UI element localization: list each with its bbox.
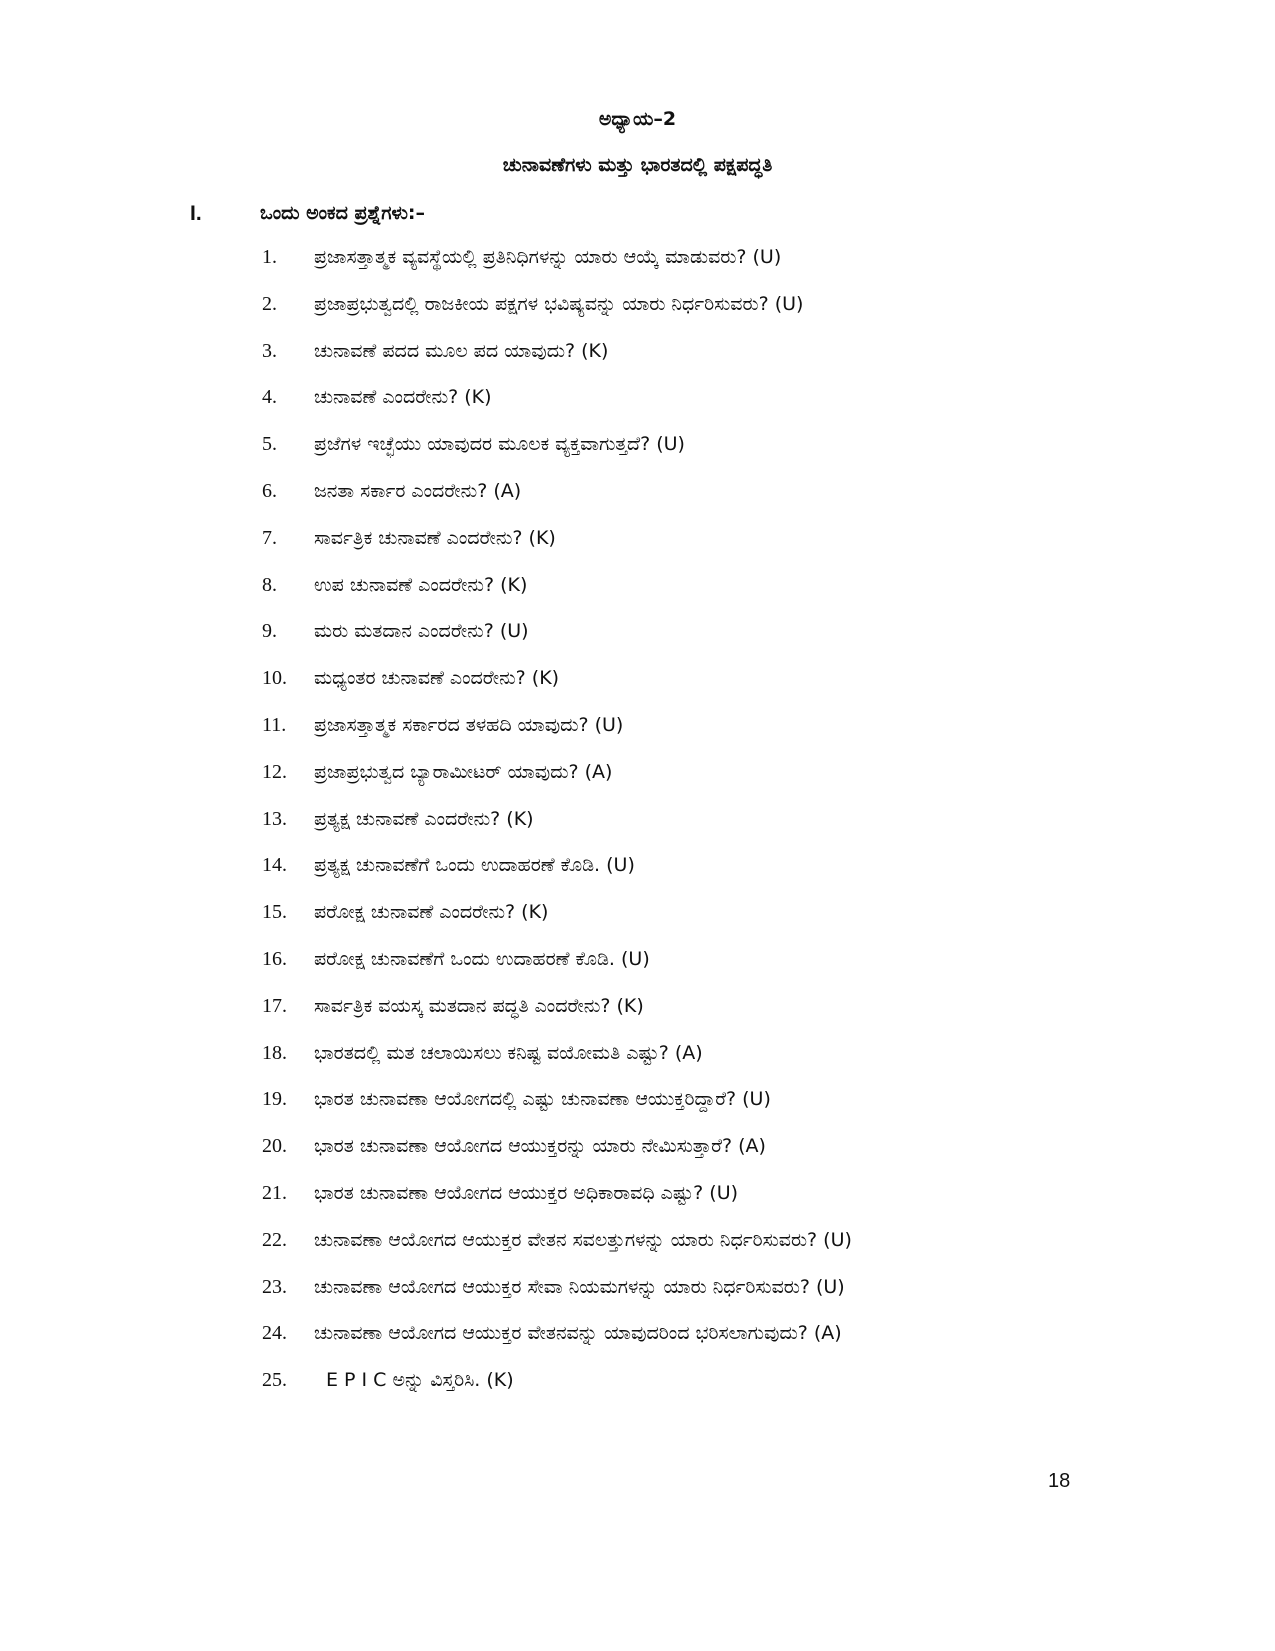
- question-number: 16.: [262, 948, 287, 970]
- question-text: ಪ್ರಜೆಗಳ ಇಚ್ಛೆಯು ಯಾವುದರ ಮೂಲಕ ವ್ಯಕ್ತವಾಗುತ್ತದೆ? (U): [314, 433, 685, 456]
- question-number: 7.: [262, 526, 277, 549]
- question-text: ಮಧ್ಯಂತರ ಚುನಾವಣೆ ಎಂದರೇನು? (K): [314, 667, 560, 690]
- question-text: ಚುನಾವಣೆ ಪದದ ಮೂಲ ಪದ ಯಾವುದು? (K): [314, 339, 609, 362]
- question-text: ಪ್ರತ್ಯಕ್ಷ ಚುನಾವಣೆಗೆ ಒಂದು ಉದಾಹರಣೆ ಕೊಡಿ. (U): [314, 854, 635, 877]
- question-text: ಚುನಾವಣಾ ಆಯೋಗದ ಆಯುಕ್ತರ ವೇತನ ಸವಲತ್ತುಗಳನ್ನು ಯಾರು ನಿರ್ಧರಿಸುವರು? (U): [314, 1228, 852, 1251]
- question-number: 17.: [262, 994, 287, 1017]
- question-text: ಪ್ರಜಾಪ್ರಭುತ್ವದಲ್ಲಿ ರಾಜಕೀಯ ಪಕ್ಷಗಳ ಭವಿಷ್ಯವನ್ನು ಯಾರು ನಿರ್ಧರಿಸುವರು? (U): [314, 292, 804, 315]
- question-number: 8.: [262, 573, 277, 596]
- question-number: 13.: [262, 807, 287, 830]
- question-number: 25.: [262, 1369, 287, 1392]
- page-number: 18: [1048, 1470, 1071, 1492]
- question-number: 3.: [262, 339, 277, 362]
- question-text: ಚುನಾವಣಾ ಆಯೋಗದ ಆಯುಕ್ತರ ಸೇವಾ ನಿಯಮಗಳನ್ನು ಯಾರು ನಿರ್ಧರಿಸುವರು? (U): [314, 1275, 845, 1298]
- question-text: ಭಾರತ ಚುನಾವಣಾ ಆಯೋಗದ ಆಯುಕ್ತರ ಅಧಿಕಾರಾವಧಿ ಎಷ್ಟು? (U): [314, 1182, 739, 1204]
- question-number: 1.: [262, 246, 277, 268]
- question-text: ಮರು ಮತದಾನ ಎಂದರೇನು? (U): [314, 620, 529, 643]
- question-number: 5.: [262, 433, 277, 456]
- question-text: ಉಪ ಚುನಾವಣೆ ಎಂದರೇನು? (K): [314, 573, 528, 596]
- question-text: ಪ್ರಜಾಸತ್ತಾತ್ಮಕ ಸರ್ಕಾರದ ತಳಹದಿ ಯಾವುದು? (U): [314, 714, 624, 736]
- question-number: 18.: [262, 1041, 287, 1064]
- question-number: 11.: [262, 714, 287, 736]
- question-number: 6.: [262, 480, 277, 502]
- question-text: ಭಾರತದಲ್ಲಿ ಮತ ಚಲಾಯಿಸಲು ಕನಿಷ್ಟ ವಯೋಮತಿ ಎಷ್ಟು? (A): [314, 1041, 703, 1064]
- question-number: 12.: [262, 760, 287, 783]
- question-number: 9.: [262, 620, 277, 643]
- question-text: ಪರೋಕ್ಷ ಚುನಾವಣೆ ಎಂದರೇನು? (K): [314, 901, 549, 924]
- question-number: 23.: [262, 1275, 287, 1298]
- section-title: ಒಂದು ಅಂಕದ ಪ್ರಶ್ನೆಗಳು:–: [260, 202, 425, 224]
- question-text: ಸಾರ್ವತ್ರಿಕ ವಯಸ್ಕ ಮತದಾನ ಪದ್ಧತಿ ಎಂದರೇನು? (K): [314, 994, 644, 1017]
- question-text: ಚುನಾವಣಾ ಆಯೋಗದ ಆಯುಕ್ತರ ವೇತನವನ್ನು ಯಾವುದರಿಂದ ಭರಿಸಲಾಗುವುದು? (A): [314, 1322, 842, 1345]
- question-number: 10.: [262, 667, 287, 690]
- question-text: ಪ್ರಜಾಪ್ರಭುತ್ವದ ಬ್ಯಾರಾಮೀಟರ್ ಯಾವುದು? (A): [314, 760, 613, 783]
- question-number: 14.: [262, 854, 287, 877]
- question-number: 24.: [262, 1322, 287, 1345]
- question-number: 19.: [262, 1088, 287, 1111]
- section-number: I.: [190, 202, 202, 225]
- chapter-title: ಚುನಾವಣೆಗಳು ಮತ್ತು ಭಾರತದಲ್ಲಿ ಪಕ್ಷಪದ್ಧತಿ: [502, 154, 773, 176]
- chapter-heading: ಅಧ್ಯಾಯ–2: [598, 108, 677, 130]
- question-text: ಸಾರ್ವತ್ರಿಕ ಚುನಾವಣೆ ಎಂದರೇನು? (K): [314, 526, 556, 549]
- question-text: E P I C ಅನ್ನು ವಿಸ್ತರಿಸಿ. (K): [326, 1369, 514, 1392]
- question-number: 4.: [262, 386, 277, 409]
- question-number: 15.: [262, 901, 287, 924]
- question-text: ಭಾರತ ಚುನಾವಣಾ ಆಯೋಗದಲ್ಲಿ ಎಷ್ಟು ಚುನಾವಣಾ ಆಯುಕ್ತರಿದ್ದಾರೆ? (U): [314, 1088, 771, 1111]
- question-text: ಪ್ರತ್ಯಕ್ಷ ಚುನಾವಣೆ ಎಂದರೇನು? (K): [314, 807, 534, 830]
- question-text: ಚುನಾವಣೆ ಎಂದರೇನು? (K): [314, 386, 492, 409]
- question-text: ಪರೋಕ್ಷ ಚುನಾವಣೆಗೆ ಒಂದು ಉದಾಹರಣೆ ಕೊಡಿ. (U): [314, 948, 650, 970]
- question-number: 20.: [262, 1135, 287, 1158]
- question-text: ಪ್ರಜಾಸತ್ತಾತ್ಮಕ ವ್ಯವಸ್ಥೆಯಲ್ಲಿ ಪ್ರತಿನಿಧಿಗಳನ್ನು ಯಾರು ಆಯ್ಕೆ ಮಾಡುವರು? (U): [314, 246, 782, 268]
- question-text: ಜನತಾ ಸರ್ಕಾರ ಎಂದರೇನು? (A): [314, 480, 522, 502]
- question-number: 21.: [262, 1182, 287, 1204]
- question-text: ಭಾರತ ಚುನಾವಣಾ ಆಯೋಗದ ಆಯುಕ್ತರನ್ನು ಯಾರು ನೇಮಿಸುತ್ತಾರೆ? (A): [314, 1135, 766, 1158]
- question-number: 2.: [262, 292, 277, 315]
- question-number: 22.: [262, 1228, 287, 1251]
